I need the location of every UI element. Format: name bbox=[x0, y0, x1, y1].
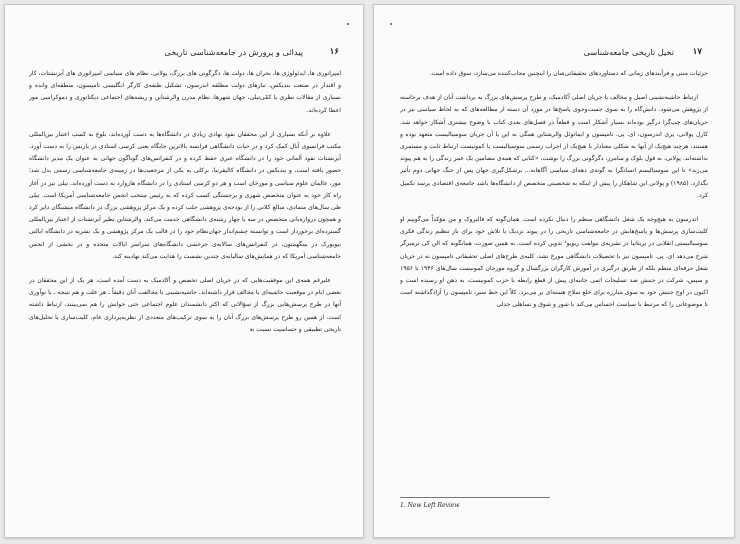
left-page-header bbox=[45, 47, 339, 61]
right-page bbox=[373, 4, 735, 538]
right-running-title: تخیل تاریخی جامعه‌شناسی bbox=[583, 47, 674, 57]
left-page-number: ۱۶ bbox=[329, 47, 339, 57]
paragraph: جزئیات متنی و فرآیندهای زمانی که دستاوردهای تحقیقاتی‌شان را اینچنین مجاب‌کننده می‌سازد، سوق داده است. bbox=[429, 70, 708, 77]
paragraph: امپراتوری ها، ایدئولوژی ها، بحران ها، دولت ها، دگرگونی های بزرگ، پولانی، نظام های سیاسی امپراتوری های آیزنشتات، کار و اقتدار در صنعت بندیکس، تبارهای دولت مطلقه اندرسون، تشکیل طبقه‌ی کارگر انگلیسی تامپسون، منطقه‌ای وانده و بسیاری از مقالات نظری یا کمّی‌تیلی، جهان شهرها، نظام مدرن والرشتاین و ریشه‌های اجتماعی دیکتاتوری و دموکراسی مور اعطا کرده‌اند. bbox=[29, 70, 341, 114]
footnote: 1. New Left Review bbox=[400, 502, 460, 509]
paragraph: ارتباط حاشیه‌نشینی اصیل و مخالف با جریان اصلی آکادمیک، و طرح پرسش‌های بزرگ به برداشت آنان از هدف برخاسته از پژوهش می‌شود. دانش‌گاه را به سوی جست‌وجوی پاسخ‌ها در مورد آن دسته از مطالعه‌های که به لحاظ سیاسی نیز در جریان‌های چپ‌گرا درگیر بوده‌اند بسیار آشکار است و قطعاً در فصل‌های بعدی کتاب با وضوح بیشتری آشکار خواهد شد. کارل پولانی، پری اندرسون، ای. پی. تامپسون و ایمانوئل والرشتاین همگی به این یا آن جریان سوسیالیست متعهد بوده و هستند، هرچند هیچ‌یک از آنها به شکلی معنادار با هیچ‌یک از احزاب رسمی سوسیالیست یا کمونیست ارتباط ثابت و مستمری نداشته‌اند. پولانی، به قول بلوک و سامرز، دگرگونی بزرگ را نوشت، «کتابی که همه‌ی مضامین یک عمر زندگی را به هم پیوند می‌زند» تا این سوسیالیسم اتساتگرا به گونه‌ی دهه‌ای سیاسی آگاهانه... برشکل‌گیری جهان پس از جنگ جهانی دوم تأثیر بگذارد. (۱۹۸۵) و پولانی این شاهکار را پیش از اینکه به شخصیتی متخصص از دانشگاه‌ها باشد جامعه‌ی اقتصادی برسد تکمیل کرد. bbox=[400, 94, 708, 199]
page-speck bbox=[390, 23, 392, 25]
right-page-body bbox=[400, 68, 708, 477]
left-running-title: پیدائی و پرورش در جامعه‌شناسی تاریخی bbox=[164, 47, 303, 57]
paragraph: اندرسون به هیچ‌وجه یک شغل دانشگاهی منظم را دنبال نکرده است. همان‌گونه که فالبروک و من مؤکداً می‌گوییم او کلیت‌سازی پرسش‌ها و پاسخ‌هایش در جامعه‌شناسی تاریخی را در پیوند نزدیک با تلاش خود برای باز تنظیم زندگی فکری سوسیالیستی انقلابی در بریتانیا در نشریه‌ی نیولفت ریویو¹ تدوین کرده است. به همین صورت، همانگونه که الن کی ترمبرگر شرح می‌دهد ای. پی. تامپسون نیز با تحصیلات دانشگاهی مورخ نشد. کلیه‌ی طرح‌های اصلی تحقیقاتی تامپسون نه در جریان شغل حرفه‌ای منظم بلکه از طریق درگیری در آموزش کارگران بزرگسال و گروه مورخان کمونیست سال‌های ۱۹۴۶ تا ۱۹۵۶ و سپس، شرکت در جنبش ضد تسلیحات اتمی جانبه‌ای پیش از قطع رابطه با حزب کمونیست، به ذهن او رسیده است و اکنون در اوج جنبش خود به سوی مبارزه برای خلع سلاح هسته‌ای بر می‌برد. کلاً این خط سیر، تامپسون را آزادگذاشته است تا موضوعاتی را که مرتبط با سیاست احساس می‌کند با شور و شوق و تساهلی جدلی bbox=[400, 216, 708, 309]
footnote-divider bbox=[400, 497, 550, 498]
paragraph: علاوه بر آنکه بسیاری از این محققان نفوذ نهادی زیادی در دانشگاه‌ها به دست آورده‌اند، بلوغ به کسب اعتبار بین‌المللی مکتب فرانسوی آنال کمک کرد و در حیات دانشگاهی فرانسه بالاترین جایگاه یعنی کرسی استادی در پاریس را به دست آورد. آیزنشتات نفوذ آلمانی خود را در دانشگاه عبری حفظ کرده و در کنفرانس‌های گوناگون جهانی به عنوان یک مدیر دانشگاه حضور یافته است، و بندیکس در دانشگاه کالیفرنیا، برکلی به یکی از مرجعیت‌ها در زمینه‌ی جامعه‌شناسی رسمی بدل شد؛ مور، عالمان علوم سیاسی و مورخان است و هر دو کرسی استادی را در دانشگاه هاروارد به دست آورده‌اند. تیلی نیز در آغاز راه کار خود به عنوان متخصص شهری و برجستگی کسب کرده که به رئیس منتخب انجمن جامعه‌شناسی آمریکا است. تیلی طی سال‌های متمادی، مبالغ کلانی را از بودجه‌ی پژوهشی جلب کرده و یک مرکز پژوهشی بزرگ در دانشگاه میشیگان دایر کرد و همچون دروازه‌بانی متخصص در سه یا چهار رشته‌ی دانشگاهی خدمت می‌کند. والرشتاین نظیر آیزنشتات از اعتبار بین‌المللی گسترده‌ای برخوردار است و توانسته چشم‌انداز جهان‌نظام خود را در قالب یک مرکز پژوهشی و یک نشریه در دانشگاه ایالتی نیویورک در بینگهمتون، در کنفرانس‌های سالانه‌ی جرخشی دانشگاه‌های سراسر ایالات متحده و در بخشی از انجمن جامعه‌شناسی آمریکا که در همایش‌های سالیانه‌ی چندین نشست را هدایت می‌کند نهادینه کند. bbox=[29, 130, 341, 260]
right-page-header bbox=[396, 47, 702, 61]
left-page-body bbox=[29, 68, 341, 523]
page-speck bbox=[347, 23, 349, 25]
left-page bbox=[4, 4, 364, 538]
right-page-number: ۱۷ bbox=[692, 47, 702, 57]
paragraph: علیرغم همه‌ی این موفقیت‌هایی که در جریان اصلی تخصص و آکادمیک به دست آمده است، هر یک از این محققان در بعضی ایام در موقعیت حاشیه‌ای یا مخالف قرار داشته‌اند. حاشیه‌نشینی یا مخالفت آنان دقیقاً ـ هر علت و هم نتیجه ـ با نوآوری آنها در طرح پرسش‌هایی بزرگ از سؤالاتی که اکثر دانشمندان علوم اجتماعی حتی خوانش را هم نمی‌بینند، ارتباط داشته است. از همین رو طرح پرسش‌های بزرگ آنان را به سوی ترکیب‌های متعددی از نظریه‌پردازی عام، کلیت‌سازی یا تحلیل‌های تاریخی تطبیقی و حساسیت نسبت به bbox=[29, 277, 341, 333]
